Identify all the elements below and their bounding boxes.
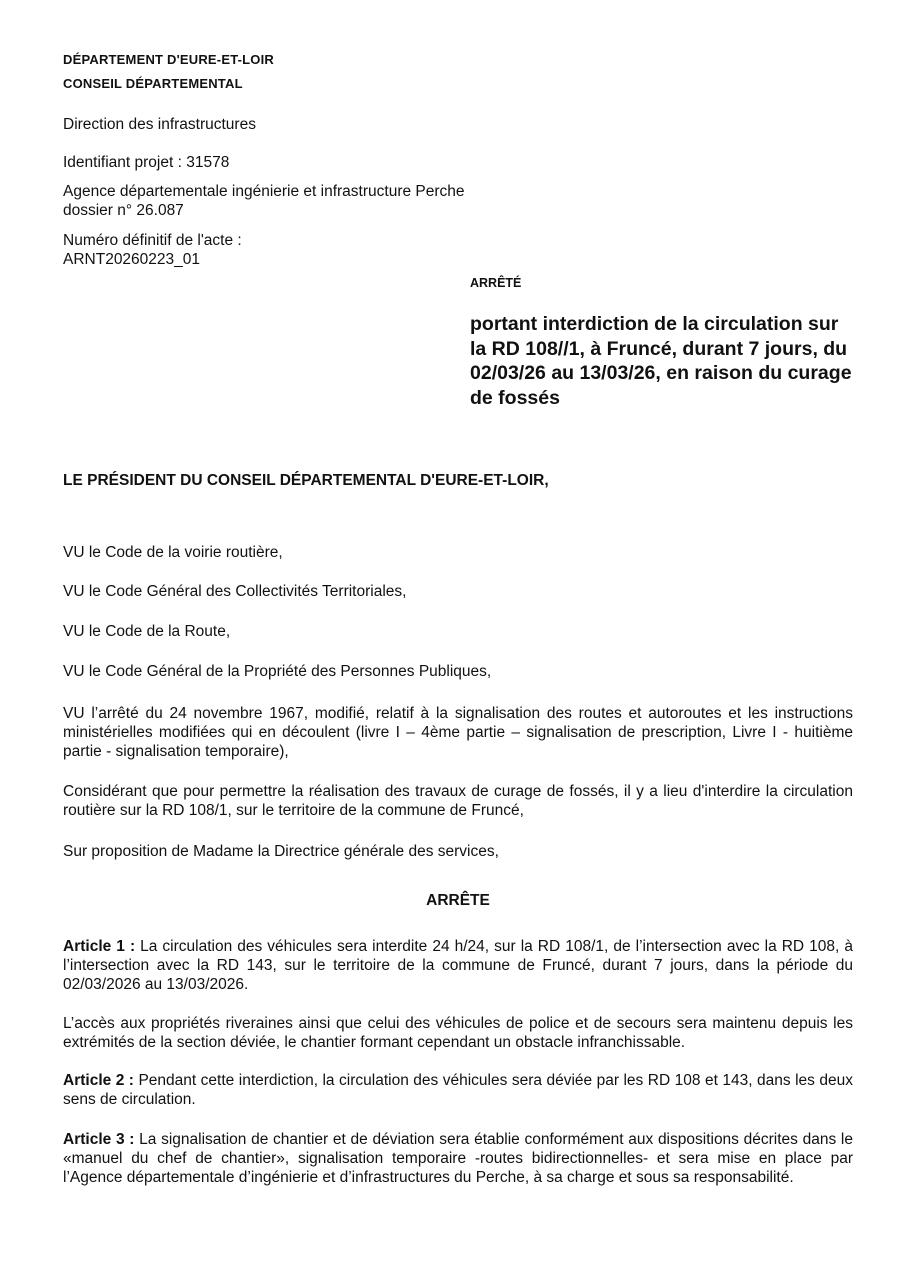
document-title: portant interdiction de la circulation sur la RD 108//1, à Fruncé, durant 7 jours, du 02/03/26 au 13/03/26, en raison du curage de fossés	[470, 313, 852, 409]
visa-propriete: VU le Code Général de la Propriété des Personnes Publiques,	[63, 663, 492, 680]
visa-route: VU le Code de la Route,	[63, 623, 231, 640]
article-1-label: Article 1 :	[63, 938, 136, 955]
arrete-label: ARRÊTÉ	[470, 276, 522, 290]
agency-line: Agence départementale ingénierie et infrastructure Perche	[63, 183, 465, 200]
article-3	[63, 1130, 853, 1187]
article-3-text: La signalisation de chantier et de déviation sera établie conformément aux dispositions décrites dans le «manuel du chef de chantier», signalisation temporaire -routes bidirectionnelles- et sera mise en place par l’Agence départementale d’ingénierie et d’infrastructures du Perche, à sa charge et sous sa responsabilité.	[63, 1131, 853, 1186]
article-2-text: Pendant cette interdiction, la circulation des véhicules sera déviée par les RD 108 et 143, dans les deux sens de circulation.	[63, 1072, 853, 1108]
proposition: Sur proposition de Madame la Directrice générale des services,	[63, 843, 499, 860]
article-3-label: Article 3 :	[63, 1131, 135, 1148]
act-number: ARNT20260223_01	[63, 251, 201, 268]
article-1-text: La circulation des véhicules sera interdite 24 h/24, sur la RD 108/1, de l’intersection avec la RD 108, à l’intersection avec la RD 143, sur le territoire de la commune de Fruncé, durant 7 jours, dans la période du 02/03/2026 au 13/03/2026.	[63, 938, 853, 993]
article-2-label: Article 2 :	[63, 1072, 134, 1089]
act-number-label: Numéro définitif de l'acte :	[63, 232, 242, 249]
direction-line: Direction des infrastructures	[63, 116, 256, 133]
article-2	[63, 1071, 853, 1109]
article-1-access-text: L’accès aux propriétés riveraines ainsi que celui des véhicules de police et de secours sera maintenu depuis les extrémités de la section déviée, le chantier formant cependant un obstacle infranchissable.	[63, 1015, 853, 1051]
dossier-number: dossier n° 26.087	[63, 202, 184, 219]
considerant: Considérant que pour permettre la réalisation des travaux de curage de fossés, il y a lieu d'interdire la circulation routière sur la RD 108/1, sur le territoire de la commune de Fruncé,	[63, 783, 853, 819]
council-name: CONSEIL DÉPARTEMENTAL	[63, 76, 243, 91]
president-heading: LE PRÉSIDENT DU CONSEIL DÉPARTEMENTAL D'EURE-ET-LOIR,	[63, 472, 549, 489]
visa-voirie: VU le Code de la voirie routière,	[63, 544, 283, 561]
department-name: DÉPARTEMENT D'EURE-ET-LOIR	[63, 52, 274, 67]
article-1	[63, 937, 853, 994]
visa-cgct: VU le Code Général des Collectivités Territoriales,	[63, 583, 407, 600]
project-id: Identifiant projet : 31578	[63, 154, 230, 171]
article-1-access	[63, 1014, 853, 1052]
visa-arrete-1967: VU l’arrêté du 24 novembre 1967, modifié, relatif à la signalisation des routes et autoroutes et les instructions ministérielles modifiées qui en découlent (livre I – 4ème partie – signalisation de prescription, Livre I - huitième partie - signalisation temporaire),	[63, 705, 853, 760]
arrete-heading: ARRÊTE	[426, 892, 490, 909]
